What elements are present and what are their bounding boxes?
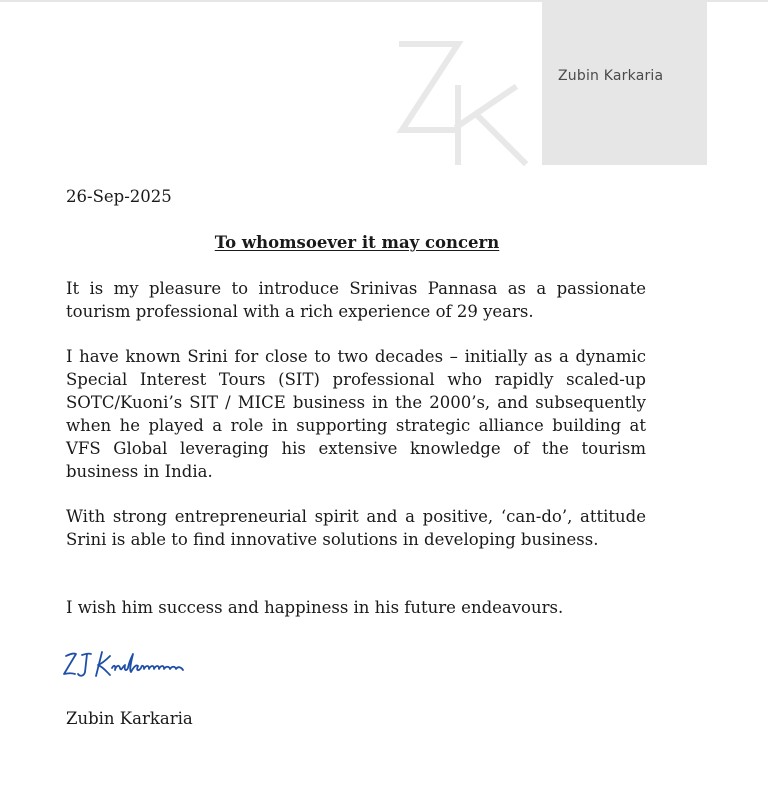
- letter-subject-text: To whomsoever it may concern: [214, 233, 500, 252]
- letter-subject: [0, 233, 768, 252]
- paragraph-introduction: It is my pleasure to introduce Srinivas Pannasa as a passionate tourism professional with a rich experience of 29 years.: [66, 279, 646, 321]
- paragraph-experience: I have known Srini for close to two decades – initially as a dynamic Special Interest Tours (SIT) professional who rapidly scaled-up SOTC/Kuoni’s SIT / MICE business in the 2000’s, and subsequently when he played a role in supporting strategic alliance building at VFS Global leveraging his extensive knowledge of the tourism business in India.: [66, 347, 646, 481]
- paragraph-closing: I wish him success and happiness in his future endeavours.: [66, 598, 564, 617]
- signatory-name: Zubin Karkaria: [66, 709, 193, 728]
- handwritten-signature: [58, 644, 218, 690]
- paragraph-attitude: With strong entrepreneurial spirit and a positive, ‘can-do’, attitude Srini is able to find innovative solutions in developing business.: [66, 507, 646, 549]
- zk-monogram-logo: [396, 38, 532, 166]
- letterhead-name: Zubin Karkaria: [558, 68, 664, 84]
- letter-date: 26-Sep-2025: [66, 187, 172, 206]
